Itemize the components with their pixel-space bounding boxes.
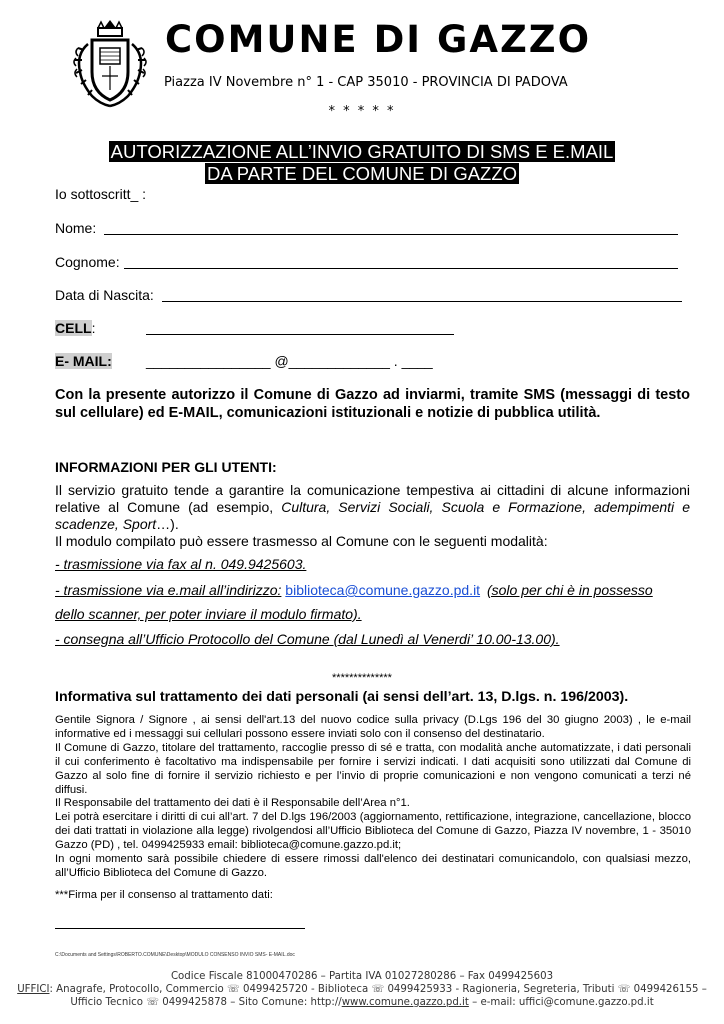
info-paragraph: Il servizio gratuito tende a garantire la comunicazione tempestiva ai cittadini di alcune informazioni relative al Comune (ad esempio, Cultura, Servizi Sociali, Scuola e Formazione, adempimenti e scadenze, Sport…). Il modulo compilato può essere trasmesso al Comune con le seguenti modalità:	[55, 482, 690, 549]
info-title: INFORMAZIONI PER GLI UTENTI:	[55, 459, 277, 475]
heading-line-2: DA PARTE DEL COMUNE DI GAZZO	[206, 163, 518, 184]
cell-field[interactable]	[146, 334, 454, 335]
privacy-p2: Il Comune di Gazzo, titolare del trattamento, raccoglie presso di sé e tratta, con modalità anche automatizzate, i dati personali il cui conferimento è facoltativo ma indispensabile per fornire i servizi indicati. I dati acquisiti sono utilizzati dal Comune di Gazzo al solo fine di fornire il servizio richiesto e per l’invio di proprie comunicazioni e non vengono comunicati a terzi né diffusi.	[55, 741, 691, 796]
document-heading	[0, 141, 724, 185]
email-option-cont: dello scanner, per poter inviare il modulo firmato).	[55, 606, 362, 622]
privacy-p5: In ogni momento sarà possibile chiedere di essere rimossi dall'elenco dei destinatari comunicandolo, con qualsiasi mezzo, all’Ufficio Biblioteca del Comune di Gazzo.	[55, 853, 691, 879]
cell-colon: :	[91, 320, 96, 336]
cognome-field[interactable]	[124, 268, 678, 269]
privacy-title: Informativa sul trattamento dei dati personali (ai sensi dell’art. 13, D.lgs. n. 196/2003).	[55, 689, 629, 705]
privacy-p3: Il Responsabile del trattamento dei dati è il Responsabile dell’Area n°1.	[55, 797, 410, 810]
file-path: C:\Documents and Settings\ROBERTO.COMUNE\Desktop\MODULO CONSENSO INVIO SMS- E-MAIL.doc	[55, 952, 295, 958]
footer-fiscal: Codice Fiscale 81000470286 – Partita IVA 01027280286 – Fax 0499425603	[170, 971, 554, 982]
footer-contacts: Ufficio Tecnico ☏ 0499425878 – Sito Comune: http://www.comune.gazzo.pd.it – e-mail: uffici@comune.gazzo.pd.it	[70, 997, 654, 1008]
signature-label: ***Firma per il consenso al trattamento dati:	[55, 889, 273, 901]
biblioteca-email-link[interactable]: biblioteca@comune.gazzo.pd.it	[285, 582, 481, 598]
fax-option: - trasmissione via fax al n. 049.9425603.	[55, 556, 307, 572]
municipality-title: COMUNE DI GAZZO	[165, 18, 592, 61]
heading-line-1: AUTORIZZAZIONE ALL’INVIO GRATUITO DI SMS E E.MAIL	[110, 141, 614, 162]
email-label: E- MAIL:	[55, 353, 112, 369]
cell-label: CELL	[55, 320, 92, 336]
email-option: - trasmissione via e.mail all’indirizzo: biblioteca@comune.gazzo.pd.it (solo per chi è in possesso	[55, 582, 653, 598]
consegna-option: - consegna all’Ufficio Protocollo del Comune (dal Lunedì al Venerdi’ 10.00-13.00).	[55, 631, 560, 647]
info-modalities: Il modulo compilato può essere trasmesso al Comune con le seguenti modalità:	[55, 533, 548, 549]
header-stars: * * * * *	[328, 104, 396, 119]
website-link[interactable]: www.comune.gazzo.pd.it	[341, 997, 469, 1008]
data-nascita-field[interactable]	[162, 301, 682, 302]
data-nascita-label: Data di Nascita:	[55, 287, 154, 303]
separator-stars: **************	[332, 672, 392, 684]
nome-label: Nome:	[55, 220, 97, 236]
authorization-text: Con la presente autorizzo il Comune di Gazzo ad inviarmi, tramite SMS (messaggi di testo sul cellulare) ed E-MAIL, comunicazioni istituzionali e notizie di pubblica utilità.	[55, 387, 690, 421]
coat-of-arms-seal	[70, 14, 150, 110]
footer-offices: UFFICI: Anagrafe, Protocollo, Commercio ☏ 0499425720 - Biblioteca ☏ 0499425933 - Ragioneria, Segreteria, Tributi ☏ 0499426155 –	[17, 984, 707, 995]
signature-field[interactable]	[55, 928, 305, 929]
cell-label-wrap	[55, 320, 95, 337]
nome-field[interactable]	[104, 234, 678, 235]
privacy-p1: Gentile Signora / Signore , ai sensi dell'art.13 del nuovo codice sulla privacy (D.Lgs 196 del 30 giugno 2003) , le e-mail informative ed i messaggi sui cellulari possono essere inviati solo con il consenso del destinatario.	[55, 714, 691, 740]
privacy-body	[55, 714, 691, 881]
info-examples: Cultura, Servizi Sociali, Scuola e Formazione, adempimenti e scadenze, Sport	[55, 499, 690, 532]
municipality-address: Piazza IV Novembre n° 1 - CAP 35010 - PROVINCIA DI PADOVA	[164, 75, 568, 90]
intro-label: Io sottoscritt_ :	[55, 186, 147, 202]
privacy-p4: Lei potrà esercitare i diritti di cui all’art. 7 del D.lgs 196/2003 (aggiornamento, rettificazione, integrazione, cancellazione, blocco dei dati trattati in violazione alla legge) rivolgendosi all’Ufficio Biblioteca del Comune di Gazzo, Piazza IV novembre, 1 - 35010 Gazzo (PD) , tel. 0499425933 email: biblioteca@comune.gazzo.pd.it;	[55, 811, 691, 852]
email-field[interactable]: ________________ @_____________ . ____	[146, 353, 433, 369]
cognome-label: Cognome:	[55, 254, 120, 270]
